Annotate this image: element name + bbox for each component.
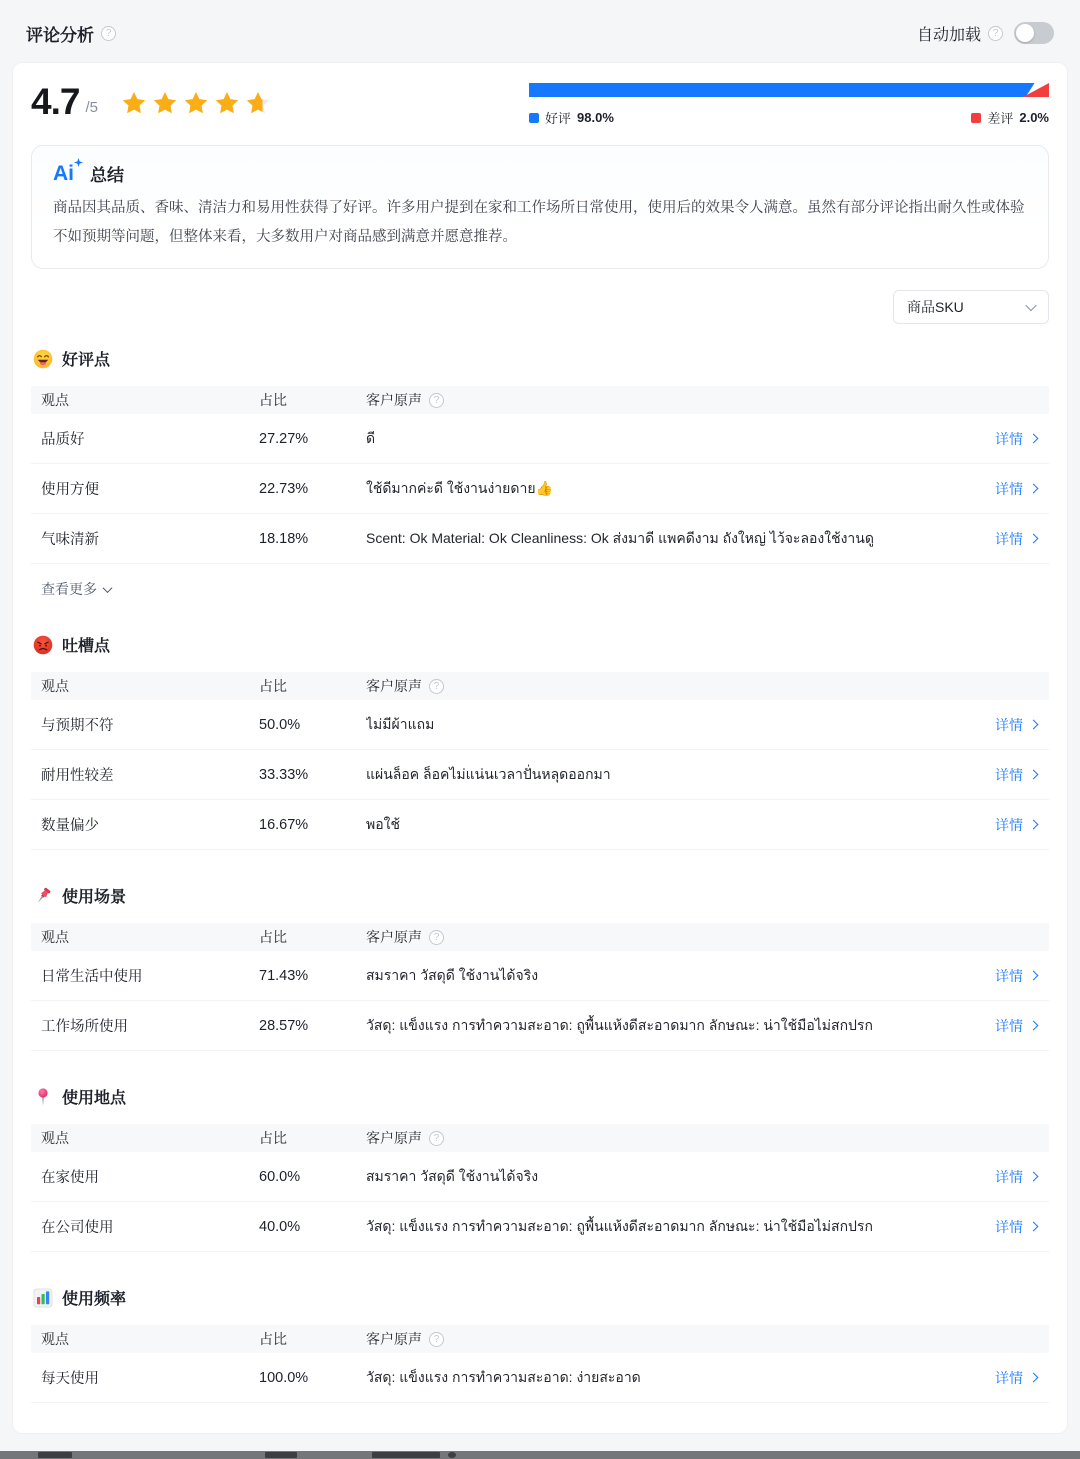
table-row <box>31 464 1049 514</box>
voice-cell: สมราคา วัสดุดี ใช้งานได้จริง <box>366 1167 539 1184</box>
col-voice: 客户原声 <box>366 678 422 694</box>
col-share: 占比 <box>259 929 287 945</box>
voice-cell: วัสดุ: แข็งแรง การทำความสะอาด: ง่ายสะอาด <box>366 1368 641 1385</box>
help-icon[interactable]: ? <box>988 26 1003 41</box>
table-row <box>31 750 1049 800</box>
share-cell: 28.57% <box>259 1017 309 1034</box>
detail-link[interactable]: 详情 <box>943 1368 1039 1388</box>
voice-cell: ไม่มีผ้าแถม <box>366 715 435 732</box>
cutoff-next-section <box>0 1451 1080 1459</box>
page-header <box>0 0 1080 45</box>
table-header <box>31 1124 1049 1152</box>
share-cell: 100.0% <box>259 1369 309 1386</box>
col-voice: 客户原声 <box>366 392 422 408</box>
share-cell: 27.27% <box>259 430 309 447</box>
section-usage-scenarios <box>31 884 1049 1051</box>
sentiment-bar <box>529 83 1049 97</box>
chevron-right-icon <box>1029 534 1039 544</box>
section-positive-points <box>31 347 1049 599</box>
negative-legend <box>971 108 1049 127</box>
col-share: 占比 <box>259 678 287 694</box>
table-row <box>31 700 1049 750</box>
sparkle-icon <box>74 158 83 167</box>
bar-chart-icon <box>33 1288 53 1308</box>
chevron-right-icon <box>1029 720 1039 730</box>
rating-row <box>31 79 1049 127</box>
col-viewpoint: 观点 <box>41 1331 69 1347</box>
help-icon[interactable]: ? <box>429 393 444 408</box>
review-analysis-card <box>12 62 1068 1434</box>
section-header <box>31 1286 1049 1309</box>
section-title: 好评点 <box>62 352 111 369</box>
detail-link[interactable]: 详情 <box>943 765 1039 785</box>
round-pin-icon <box>33 1087 53 1107</box>
table-header <box>31 672 1049 700</box>
col-share: 占比 <box>259 392 287 408</box>
section-complaint-points <box>31 633 1049 850</box>
negative-label: 差评 <box>987 111 1014 126</box>
share-cell: 18.18% <box>259 530 309 547</box>
detail-link[interactable]: 详情 <box>943 479 1039 499</box>
viewpoint-cell: 数量偏少 <box>41 818 99 834</box>
col-viewpoint: 观点 <box>41 1130 69 1146</box>
help-icon[interactable]: ? <box>101 26 116 41</box>
viewpoint-cell: 在家使用 <box>41 1170 99 1186</box>
ai-summary-box <box>31 145 1049 269</box>
chevron-right-icon <box>1029 1373 1039 1383</box>
detail-link[interactable]: 详情 <box>943 1167 1039 1187</box>
section-header <box>31 884 1049 907</box>
help-icon[interactable]: ? <box>429 930 444 945</box>
col-voice: 客户原声 <box>366 1130 422 1146</box>
sku-filter-label: 商品SKU <box>907 299 964 315</box>
share-cell: 50.0% <box>259 716 301 733</box>
chevron-right-icon <box>1029 1021 1039 1031</box>
laughing-emoji-icon <box>33 349 53 369</box>
section-usage-frequency <box>31 1286 1049 1403</box>
share-cell: 33.33% <box>259 766 309 783</box>
rating-score: 4.7 <box>31 81 80 122</box>
help-icon[interactable]: ? <box>429 1131 444 1146</box>
voice-cell: พอใช้ <box>366 815 400 832</box>
chevron-right-icon <box>1029 1222 1039 1232</box>
voice-cell: ดี <box>366 429 376 446</box>
detail-link[interactable]: 详情 <box>943 1217 1039 1237</box>
share-cell: 22.73% <box>259 480 309 497</box>
star-rating-icon <box>120 89 272 122</box>
viewpoint-cell: 耐用性较差 <box>41 768 114 784</box>
col-voice: 客户原声 <box>366 929 422 945</box>
section-title: 使用频率 <box>62 1291 127 1308</box>
chevron-right-icon <box>1029 434 1039 444</box>
detail-link[interactable]: 详情 <box>943 815 1039 835</box>
positive-value: 98.0% <box>577 110 614 125</box>
table-row <box>31 1353 1049 1403</box>
rating-max: /5 <box>85 98 98 116</box>
col-voice: 客户原声 <box>366 1331 422 1347</box>
voice-cell: Scent: Ok Material: Ok Cleanliness: Ok ส่งมาดี แพคดีงาม ถังใหญ่ ไว้จะลองใช้งานดู <box>366 529 874 546</box>
table-header <box>31 1325 1049 1353</box>
positive-legend <box>529 108 614 127</box>
section-header <box>31 347 1049 370</box>
table-row <box>31 414 1049 464</box>
col-viewpoint: 观点 <box>41 929 69 945</box>
viewpoint-cell: 在公司使用 <box>41 1220 114 1236</box>
voice-cell: แผ่นล็อค ล็อคไม่แน่นเวลาปั่นหลุดออกมา <box>366 765 611 782</box>
section-header <box>31 633 1049 656</box>
chevron-right-icon <box>1029 820 1039 830</box>
viewpoint-cell: 气味清新 <box>41 532 99 548</box>
voice-cell: สมราคา วัสดุดี ใช้งานได้จริง <box>366 966 539 983</box>
help-icon[interactable]: ? <box>429 1332 444 1347</box>
detail-link[interactable]: 详情 <box>943 529 1039 549</box>
red-square-icon <box>971 113 981 123</box>
table-row <box>31 514 1049 564</box>
sku-filter-select[interactable] <box>893 290 1049 324</box>
page-title: 评论分析 <box>26 25 94 45</box>
detail-link[interactable]: 详情 <box>943 1016 1039 1036</box>
section-title: 使用地点 <box>62 1090 127 1107</box>
share-cell: 16.67% <box>259 816 309 833</box>
auto-load-toggle[interactable] <box>1014 22 1054 44</box>
positive-bar-segment <box>529 83 1035 97</box>
toggle-knob <box>1016 24 1034 42</box>
table-row <box>31 1202 1049 1252</box>
ai-summary-body: 商品因其品质、香味、清洁力和易用性获得了好评。许多用户提到在家和工作场所日常使用，使用后的效果令人满意。虽然有部分评论指出耐久性或体验不如预期等问题，但整体来看，大多数用户对商品感到满意并愿意推荐。 <box>53 200 1025 245</box>
voice-cell: วัสดุ: แข็งแรง การทำความสะอาด: ถูพื้นแห้งดีสะอาดมาก ลักษณะ: น่าใช้มือไม่สกปรก <box>366 1016 873 1033</box>
viewpoint-cell: 工作场所使用 <box>41 1019 128 1035</box>
section-usage-locations <box>31 1085 1049 1252</box>
col-viewpoint: 观点 <box>41 392 69 408</box>
view-more-button[interactable]: 查看更多 <box>41 579 111 599</box>
blue-square-icon <box>529 113 539 123</box>
viewpoint-cell: 品质好 <box>41 432 85 448</box>
section-header <box>31 1085 1049 1108</box>
viewpoint-cell: 每天使用 <box>41 1371 99 1387</box>
voice-cell: วัสดุ: แข็งแรง การทำความสะอาด: ถูพื้นแห้งดีสะอาดมาก ลักษณะ: น่าใช้มือไม่สกปรก <box>366 1217 873 1234</box>
chevron-right-icon <box>1029 770 1039 780</box>
positive-label: 好评 <box>545 111 572 126</box>
chevron-right-icon <box>1029 1172 1039 1182</box>
ai-summary-title: 总结 <box>90 166 124 185</box>
detail-link[interactable]: 详情 <box>943 966 1039 986</box>
table-header <box>31 923 1049 951</box>
col-share: 占比 <box>259 1130 287 1146</box>
pushpin-icon <box>33 886 53 906</box>
help-icon[interactable]: ? <box>429 679 444 694</box>
angry-emoji-icon <box>33 635 53 655</box>
chevron-right-icon <box>1029 484 1039 494</box>
section-title: 使用场景 <box>62 889 127 906</box>
table-row <box>31 1001 1049 1051</box>
detail-link[interactable]: 详情 <box>943 715 1039 735</box>
ai-logo: Ai <box>53 162 82 186</box>
table-row <box>31 1152 1049 1202</box>
table-row <box>31 951 1049 1001</box>
share-cell: 71.43% <box>259 967 309 984</box>
share-cell: 40.0% <box>259 1218 301 1235</box>
viewpoint-cell: 与预期不符 <box>41 718 114 734</box>
chevron-down-icon <box>103 583 113 593</box>
negative-value: 2.0% <box>1019 110 1049 125</box>
col-share: 占比 <box>259 1331 287 1347</box>
chevron-down-icon <box>1025 300 1036 311</box>
detail-link[interactable]: 详情 <box>943 429 1039 449</box>
table-header <box>31 386 1049 414</box>
table-row <box>31 800 1049 850</box>
viewpoint-cell: 使用方便 <box>41 482 99 498</box>
viewpoint-cell: 日常生活中使用 <box>41 969 143 985</box>
voice-cell: ใช้ดีมากค่ะดี ใช้งานง่ายดาย👍 <box>366 479 553 496</box>
col-viewpoint: 观点 <box>41 678 69 694</box>
chevron-right-icon <box>1029 971 1039 981</box>
sentiment-bar-block <box>529 79 1049 127</box>
auto-load-label: 自动加载 <box>916 26 981 44</box>
share-cell: 60.0% <box>259 1168 301 1185</box>
section-title: 吐槽点 <box>62 638 111 655</box>
